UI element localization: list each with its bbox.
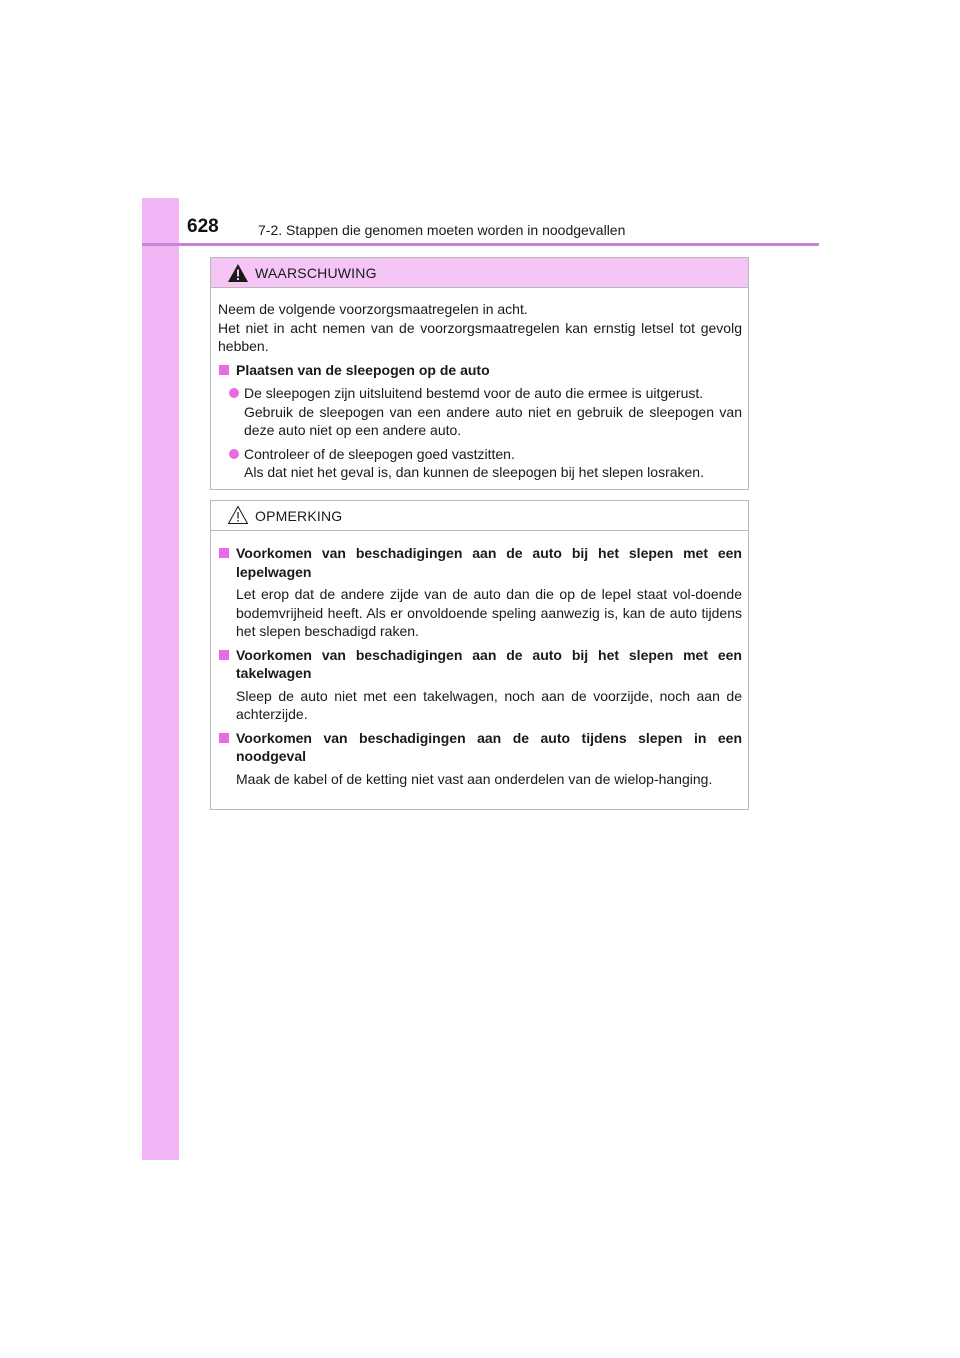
notice-box-header xyxy=(211,501,748,531)
warning-body xyxy=(211,288,748,482)
notice-subheading xyxy=(218,729,742,766)
section-title: 7-2. Stappen die genomen moeten worden in noodgevallen xyxy=(258,222,626,238)
notice-box xyxy=(210,500,749,810)
notice-paragraph: Maak de kabel of de ketting niet vast aan onderdelen van de wielop-hanging. xyxy=(236,770,713,787)
warning-box xyxy=(210,257,749,490)
notice-subheading xyxy=(218,544,742,581)
warning-bullet xyxy=(218,445,742,482)
warning-bullet xyxy=(218,384,742,440)
notice-subheading-text: Voorkomen van beschadigingen aan de auto tijdens slepen in een noodgeval xyxy=(236,729,742,764)
warning-box-header xyxy=(211,258,748,288)
square-bullet-icon xyxy=(219,733,229,743)
square-bullet-icon xyxy=(219,548,229,558)
notice-subheading xyxy=(218,646,742,683)
chapter-side-tab xyxy=(142,198,179,1160)
warning-subheading xyxy=(218,361,742,380)
warning-triangle-filled-icon xyxy=(227,263,249,283)
warning-intro-line: Neem de volgende voorzorgsmaatregelen in acht. xyxy=(218,301,528,317)
warning-intro-line: Het niet in acht nemen van de voorzorgsmaatregelen kan ernstig letsel tot gevolg hebben. xyxy=(218,319,742,354)
square-bullet-icon xyxy=(219,365,229,375)
notice-paragraph: Sleep de auto niet met een takelwagen, noch aan de voorzijde, noch aan de achterzijde. xyxy=(236,687,742,722)
warning-bullet-line: Als dat niet het geval is, dan kunnen de sleepogen bij het slepen losraken. xyxy=(244,464,704,480)
notice-subheading-text: Voorkomen van beschadigingen aan de auto bij het slepen met een takelwagen xyxy=(236,646,742,681)
warning-title: WAARSCHUWING xyxy=(255,265,377,281)
round-bullet-icon xyxy=(229,449,239,459)
warning-bullet-line: Gebruik de sleepogen van een andere auto niet en gebruik de sleepogen van deze auto niet op een andere auto. xyxy=(244,403,742,438)
notice-paragraph: Let erop dat de andere zijde van de auto dan die op de lepel staat vol-doende bodemvrijheid heeft. Als er onvoldoende speling aanwezig is, kan de auto tijdens het slepen beschadigd raken. xyxy=(236,586,742,639)
notice-subheading-text: Voorkomen van beschadigingen aan de auto bij het slepen met een lepelwagen xyxy=(236,545,742,580)
notice-title: OPMERKING xyxy=(255,508,343,524)
header-divider xyxy=(142,243,819,246)
square-bullet-icon xyxy=(219,650,229,660)
warning-bullet-line: De sleepogen zijn uitsluitend bestemd voor de auto die ermee is uitgerust. xyxy=(244,385,704,401)
warning-bullet-line: Controleer of de sleepogen goed vastzitten. xyxy=(244,445,515,462)
warning-triangle-outline-icon xyxy=(227,505,249,525)
page-number: 628 xyxy=(187,216,219,237)
warning-subheading-text: Plaatsen van de sleepogen op de auto xyxy=(236,361,490,378)
round-bullet-icon xyxy=(229,388,239,398)
notice-body xyxy=(211,531,748,788)
